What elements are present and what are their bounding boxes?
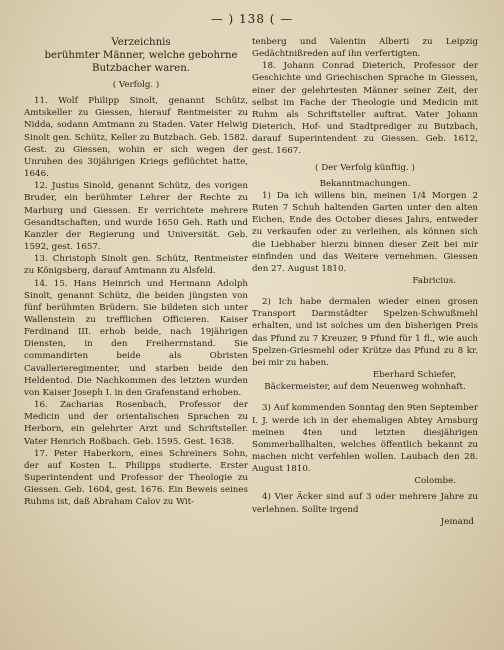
continued-note: ( Der Verfolg künftig. ) [315, 162, 415, 173]
page-header: — ) 138 ( — [210, 12, 294, 26]
notices-title: Bekanntmachungen. [319, 178, 411, 189]
notice-1: 1) Da ich willens bin, meinen 1/4 Morgen 2 Ruten 7 Schuh haltenden Garten unter den alten Eichen, Ende des October dieses Jahrs, entweder zu verkaufen oder zu verleihen, als können sich die Liebhaber hierzu binnen dieser Zeit bei mir einfinden und das Weitere vernehmen. Giessen den 27. August 1810. [252, 190, 478, 274]
list-title-line2: berühmter Männer, welche gebohrne [44, 50, 238, 61]
notice-3-signature: Colombe. [414, 476, 456, 487]
list-entry-17-continued: tenberg und Valentin Alberti zu Leipzig Gedächtnißreden auf ihn verfertigten. [252, 37, 478, 60]
list-entry-14-15: 14. 15. Hans Heinrich und Hermann Adolph Sinolt, genannt Schütz, die beiden jüngsten von fünf berühmten Brüdern. Sie bildeten sich unter Wallenstein zu trefflichen Officieren. Kaiser Ferdinand III. erhob beide, nach 19jährigen Diensten, in den Freiherrnstand. Sie commandirten beide als Obristen Cavallerieregimenter, und starben beide den Heldentod. Die Nachkommen des letzten wurden von Kaiser Joseph I. in den Grafenstand erhoben. [24, 278, 248, 398]
list-entry-13: 13. Christoph Sinolt gen. Schütz, Rentmeister zu Königsberg, darauf Amtmann zu Alsfeld. [24, 254, 248, 277]
list-entry-16: 16. Zacharias Rosenbach, Professor der Medicin und der orientalischen Sprachen zu Herborn, ein gelehrter Arzt und Schriftsteller. Vater Henrich Roßbach. Geb. 1595. Gest. 1638. [24, 400, 248, 447]
left-column [24, 36, 248, 508]
list-entry-11: 11. Wolf Philipp Sinolt, genannt Schütz, Amtskeller zu Giessen, hierauf Rentmeister zu Nidda, sodann Amtmann zu Staden. Vater Helwig Sinolt gen. Schütz, Keller zu Butzbach. Geb. 1582. Gest. zu Giessen, wohin er sich wegen der Unruhen des 30jährigen Kriegs geflüchtet hatte, 1646. [24, 96, 248, 180]
right-column [252, 36, 478, 528]
list-title-line3: Butzbacher waren. [92, 63, 190, 74]
catchword: Jemand [440, 516, 474, 527]
notice-2-signature-name: Eberhard Schiefer, [372, 370, 456, 381]
list-entry-18: 18. Johann Conrad Dieterich, Professor der Geschichte und Griechischen Sprache in Giessen, einer der gelehrtesten Männer seiner Zeit, der selbst im Fache der Theologie und Medicin mit Ruhm als Schriftsteller auftrat. Vater Johann Dieterich, Hof- und Stadtprediger zu Butzbach, darauf Superintendent zu Giessen. Geb. 1612, gest. 1667. [252, 61, 478, 157]
continuation-note: ( Verfolg. ) [112, 80, 160, 90]
notice-2: 2) Ich habe dermalen wieder einen grosen Transport Darmstädter Spelzen-Schwußmehl erhalten, und ist solches um den bisherigen Preis das Pfund zu 7 Kreuzer, 9 Pfund für 1 fl., wie auch Spelzen-Griesmehl oder Krütze das Pfund zu 8 kr. bei mir zu haben. [252, 297, 478, 368]
list-title-line1: Verzeichnis [111, 37, 171, 48]
notice-3: 3) Auf kommenden Sonntag den 9ten September I. J. werde ich in der ehemaligen Abtey Arnsburg meinen 4ten und letzten diesjährigen Sommerballhalten, welches öffentlich bekannt zu machen nicht verfehlen wollen. Laubach den 28. August 1810. [252, 403, 478, 475]
notice-4: 4) Vier Äcker sind auf 3 oder mehrere Jahre zu verlehnen. Sollte irgend [252, 492, 478, 515]
list-entry-12: 12. Justus Sinold, genannt Schütz, des vorigen Bruder, ein berühmter Lehrer der Rechte zu Marburg und Giessen. Er verrichtete mehrere Gesandtschaften, und wurde 1650 Geh. Rath und Kanzler der Regierung und Universität. Geb. 1592, gest. 1657. [24, 181, 248, 253]
notice-2-signature-trade: Bäckermeister, auf dem Neuenweg wohnhaft. [264, 382, 466, 393]
list-entry-17: 17. Peter Haberkorn, eines Schreiners Sohn, der auf Kosten L. Philipps studierte. Erster Superintendent und Professor der Theologie zu Giessen. Geb. 1604, gest. 1676. Ein Beweis seines Ruhms ist, daß Abraham Calov zu Wit- [24, 448, 248, 508]
notice-1-signature: Fabricius. [412, 275, 456, 286]
